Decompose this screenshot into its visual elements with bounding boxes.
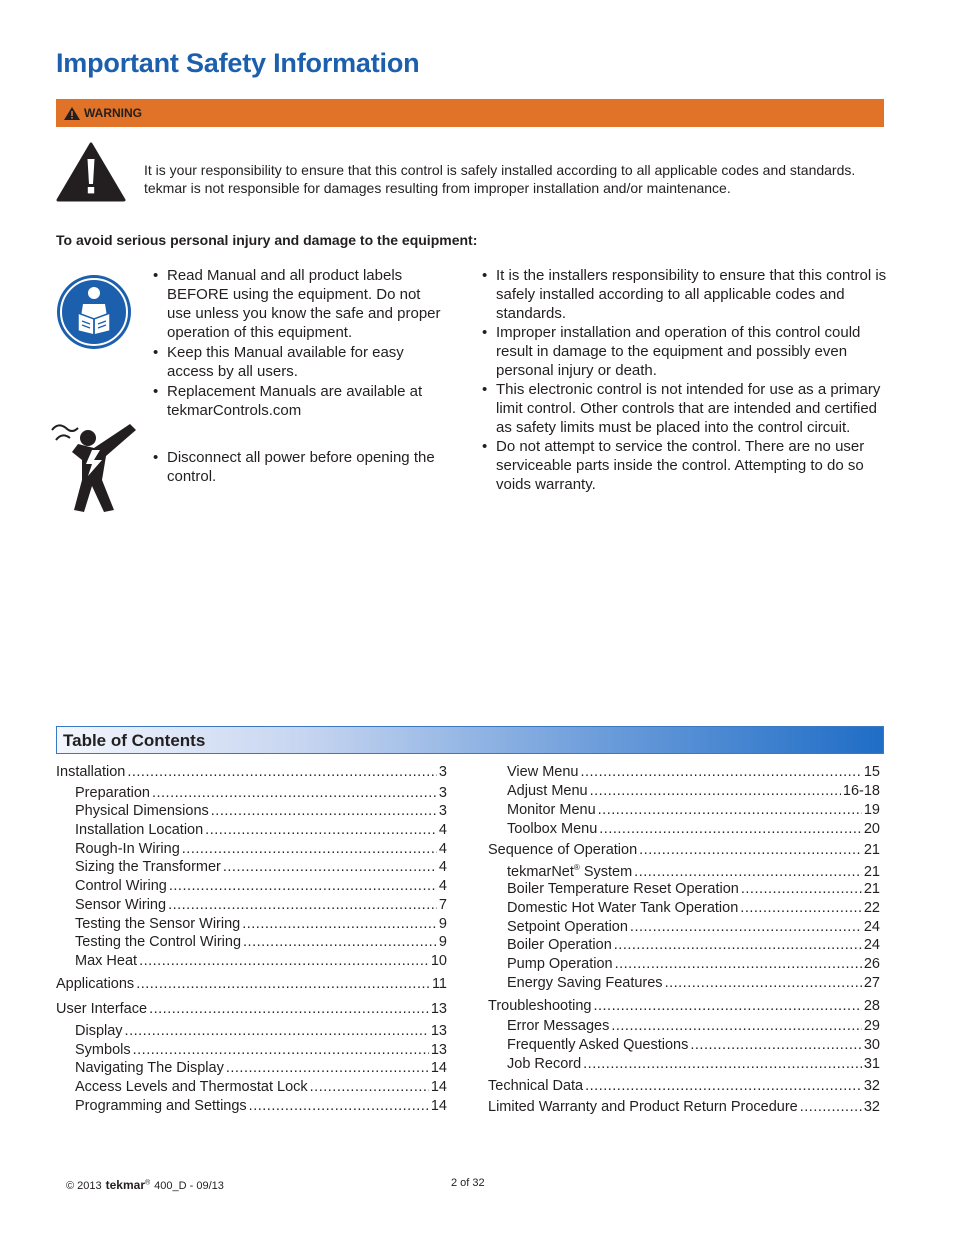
toc-entry[interactable]	[507, 975, 880, 991]
warning-triangle-icon	[56, 142, 126, 202]
toc-entry-page: 31	[863, 1056, 880, 1072]
toc-leader-dots	[580, 764, 861, 780]
toc-entry[interactable]	[75, 803, 447, 819]
toc-leader-dots	[585, 1078, 862, 1094]
toc-entry[interactable]	[75, 859, 447, 875]
toc-entry-page: 30	[863, 1037, 880, 1053]
toc-entry[interactable]	[75, 1042, 447, 1058]
toc-leader-dots	[149, 1001, 429, 1017]
toc-leader-dots	[310, 1079, 429, 1095]
toc-entry-label: User Interface	[56, 1001, 148, 1017]
toc-entry[interactable]	[56, 1001, 447, 1017]
toc-title: Table of Contents	[63, 731, 206, 750]
toc-entry-label: Installation Location	[75, 822, 204, 838]
toc-header	[56, 726, 884, 754]
toc-entry[interactable]	[75, 841, 447, 857]
toc-leader-dots	[614, 937, 862, 953]
toc-entry-label: Troubleshooting	[488, 998, 592, 1014]
toc-entry-page: 24	[863, 937, 880, 953]
toc-leader-dots	[665, 975, 862, 991]
toc-leader-dots	[741, 881, 862, 897]
toc-entry-page: 24	[863, 919, 880, 935]
toc-entry[interactable]	[507, 937, 880, 953]
toc-entry-label: Sequence of Operation	[488, 842, 638, 858]
warning-text: It is your responsibility to ensure that this control is safely installed according to all applicable codes and standards. tekmar is not responsible for damages resulting from improper installation and/or maintenance.	[144, 162, 856, 196]
toc-leader-dots	[598, 802, 862, 818]
toc-entry-label: Monitor Menu	[507, 802, 596, 818]
toc-entry[interactable]	[488, 1099, 880, 1115]
toc-entry-label: Testing the Control Wiring	[75, 934, 242, 950]
toc-entry-page: 9	[438, 916, 447, 932]
toc-entry-page: 3	[438, 785, 447, 801]
toc-entry[interactable]	[488, 1078, 880, 1094]
toc-entry[interactable]	[75, 953, 447, 969]
toc-entry-label: Limited Warranty and Product Return Procedure	[488, 1099, 798, 1115]
toc-entry-page: 20	[863, 821, 880, 837]
toc-leader-dots	[740, 900, 862, 916]
toc-entry-label: tekmarNet® System	[507, 863, 633, 880]
toc-entry[interactable]	[507, 956, 880, 972]
toc-entry-label: Access Levels and Thermostat Lock	[75, 1079, 308, 1095]
toc-entry-page: 28	[863, 998, 880, 1014]
toc-leader-dots	[226, 1060, 429, 1076]
safety-bullets-left	[153, 266, 443, 421]
toc-leader-dots	[593, 998, 861, 1014]
toc-leader-dots	[223, 859, 437, 875]
toc-entry-page: 11	[431, 976, 447, 992]
toc-entry[interactable]	[507, 900, 880, 916]
toc-entry-label: Domestic Hot Water Tank Operation	[507, 900, 739, 916]
toc-entry[interactable]	[75, 1098, 447, 1114]
toc-leader-dots	[630, 919, 862, 935]
toc-entry-page: 16-18	[842, 783, 880, 799]
toc-entry[interactable]	[507, 783, 880, 799]
registered-mark: ®	[573, 863, 580, 872]
toc-entry-label: Frequently Asked Questions	[507, 1037, 689, 1053]
toc-entry-label: Navigating The Display	[75, 1060, 224, 1076]
toc-entry-label: Physical Dimensions	[75, 803, 209, 819]
toc-entry-page: 21	[863, 863, 880, 880]
toc-leader-dots	[136, 976, 430, 992]
toc-entry-page: 7	[438, 897, 447, 913]
power-bullets	[153, 448, 443, 486]
toc-leader-dots	[211, 803, 437, 819]
toc-entry-page: 13	[430, 1001, 447, 1017]
toc-entry-page: 10	[430, 953, 447, 969]
toc-entry[interactable]	[75, 916, 447, 932]
toc-entry-label: Sizing the Transformer	[75, 859, 221, 875]
toc-entry-label: Boiler Operation	[507, 937, 612, 953]
brand-logo: tekmar	[105, 1178, 145, 1192]
electrical-shock-icon	[48, 420, 143, 515]
toc-entry[interactable]	[507, 863, 880, 880]
page-title: Important Safety Information	[56, 48, 420, 78]
safety-heading: To avoid serious personal injury and damage to the equipment:	[56, 232, 478, 248]
toc-entry-page: 32	[863, 1099, 880, 1115]
toc-entry[interactable]	[75, 1023, 447, 1039]
list-item: • Disconnect all power before opening the control.	[153, 448, 443, 486]
toc-entry-page: 22	[863, 900, 880, 916]
footer-copyright	[66, 1178, 224, 1192]
toc-leader-dots	[634, 864, 862, 880]
toc-leader-dots	[127, 764, 437, 780]
toc-entry-page: 13	[430, 1042, 447, 1058]
toc-entry[interactable]	[507, 881, 880, 897]
toc-leader-dots	[690, 1037, 862, 1053]
toc-leader-dots	[169, 878, 437, 894]
toc-entry[interactable]	[507, 919, 880, 935]
toc-entry[interactable]	[507, 1037, 880, 1053]
toc-leader-dots	[242, 916, 437, 932]
toc-entry-page: 27	[863, 975, 880, 991]
list-item: • It is the installers responsibility to ensure that this control is safely installed according to all applicable codes and standards.	[482, 266, 887, 323]
brand-mark: ®	[145, 1179, 151, 1187]
toc-entry[interactable]	[56, 764, 447, 780]
toc-entry-label: Error Messages	[507, 1018, 610, 1034]
toc-entry[interactable]	[75, 1079, 447, 1095]
toc-entry[interactable]	[75, 934, 447, 950]
toc-leader-dots	[599, 821, 862, 837]
read-manual-icon	[55, 273, 133, 351]
toc-entry-page: 15	[863, 764, 880, 780]
toc-entry[interactable]	[75, 878, 447, 894]
toc-entry-label: Max Heat	[75, 953, 138, 969]
toc-leader-dots	[615, 956, 862, 972]
toc-entry-page: 21	[863, 842, 880, 858]
toc-leader-dots	[590, 783, 841, 799]
toc-entry-page: 9	[438, 934, 447, 950]
toc-entry[interactable]	[507, 821, 880, 837]
toc-entry-page: 4	[438, 841, 447, 857]
toc-entry-label: Programming and Settings	[75, 1098, 247, 1114]
warning-label: WARNING	[84, 106, 142, 120]
toc-entry[interactable]	[75, 1060, 447, 1076]
toc-entry-page: 14	[430, 1060, 447, 1076]
toc-leader-dots	[639, 842, 862, 858]
toc-entry-label: Pump Operation	[507, 956, 613, 972]
toc-entry-label: Applications	[56, 976, 135, 992]
toc-leader-dots	[139, 953, 429, 969]
toc-leader-dots	[583, 1056, 862, 1072]
toc-leader-dots	[205, 822, 437, 838]
toc-leader-dots	[800, 1099, 862, 1115]
toc-entry-page: 4	[438, 822, 447, 838]
toc-leader-dots	[182, 841, 437, 857]
toc-entry-label: Setpoint Operation	[507, 919, 628, 935]
toc-entry[interactable]	[75, 785, 447, 801]
toc-entry-label: View Menu	[507, 764, 579, 780]
toc-entry-label: Adjust Menu	[507, 783, 588, 799]
toc-entry[interactable]	[507, 764, 880, 780]
warning-triangle-icon	[64, 107, 80, 120]
list-item: • Improper installation and operation of this control could result in damage to the equipment and possibly even personal injury or death.	[482, 323, 887, 380]
toc-entry-page: 14	[430, 1079, 447, 1095]
toc-entry[interactable]	[56, 976, 447, 992]
copyright-text: © 2013	[66, 1180, 102, 1192]
toc-entry-page: 4	[438, 878, 447, 894]
toc-leader-dots	[249, 1098, 429, 1114]
toc-leader-dots	[243, 934, 437, 950]
toc-entry[interactable]	[75, 822, 447, 838]
toc-entry-page: 13	[430, 1023, 447, 1039]
toc-entry[interactable]	[488, 842, 880, 858]
toc-entry-label: Sensor Wiring	[75, 897, 167, 913]
toc-entry-label: Technical Data	[488, 1078, 584, 1094]
toc-entry-page: 3	[438, 764, 447, 780]
toc-entry-label: Boiler Temperature Reset Operation	[507, 881, 739, 897]
toc-entry-label: Rough-In Wiring	[75, 841, 180, 857]
toc-entry-label: Control Wiring	[75, 878, 167, 894]
toc-entry-label: Testing the Sensor Wiring	[75, 916, 241, 932]
toc-leader-dots	[125, 1023, 429, 1039]
list-item: • Do not attempt to service the control. There are no user serviceable parts inside the control. Attempting to do so voids warranty.	[482, 437, 887, 494]
page-indicator: 2 of 32	[451, 1177, 485, 1189]
toc-leader-dots	[152, 785, 437, 801]
toc-entry-label: Energy Saving Features	[507, 975, 663, 991]
doc-code: 400_D - 09/13	[154, 1180, 224, 1192]
toc-entry-page: 26	[863, 956, 880, 972]
list-item: • This electronic control is not intended for use as a primary limit control. Other controls that are intended and certified as safety limits must be placed into the control circuit.	[482, 380, 887, 437]
toc-entry-label: Toolbox Menu	[507, 821, 598, 837]
toc-entry-label: Preparation	[75, 785, 150, 801]
toc-entry[interactable]	[488, 998, 880, 1014]
toc-entry-label: Display	[75, 1023, 123, 1039]
toc-entry-label: Job Record	[507, 1056, 582, 1072]
list-item: • Read Manual and all product labels BEFORE using the equipment. Do not use unless you know the safe and proper operation of this equipment.	[153, 266, 443, 342]
toc-entry-label: Symbols	[75, 1042, 131, 1058]
toc-entry-page: 3	[438, 803, 447, 819]
toc-entry-page: 19	[863, 802, 880, 818]
warning-banner	[56, 99, 884, 127]
toc-entry-page: 21	[863, 881, 880, 897]
list-item: • Keep this Manual available for easy access by all users.	[153, 343, 443, 381]
toc-leader-dots	[168, 897, 437, 913]
toc-entry-page: 4	[438, 859, 447, 875]
toc-entry-label: Installation	[56, 764, 126, 780]
toc-entry[interactable]	[507, 1056, 880, 1072]
toc-entry[interactable]	[75, 897, 447, 913]
toc-entry[interactable]	[507, 802, 880, 818]
toc-leader-dots	[611, 1018, 862, 1034]
safety-bullets-right	[482, 266, 887, 494]
toc-entry-page: 32	[863, 1078, 880, 1094]
list-item: • Replacement Manuals are available at tekmarControls.com	[153, 382, 443, 420]
toc-entry-page: 14	[430, 1098, 447, 1114]
toc-entry-page: 29	[863, 1018, 880, 1034]
toc-entry[interactable]	[507, 1018, 880, 1034]
toc-leader-dots	[133, 1042, 429, 1058]
